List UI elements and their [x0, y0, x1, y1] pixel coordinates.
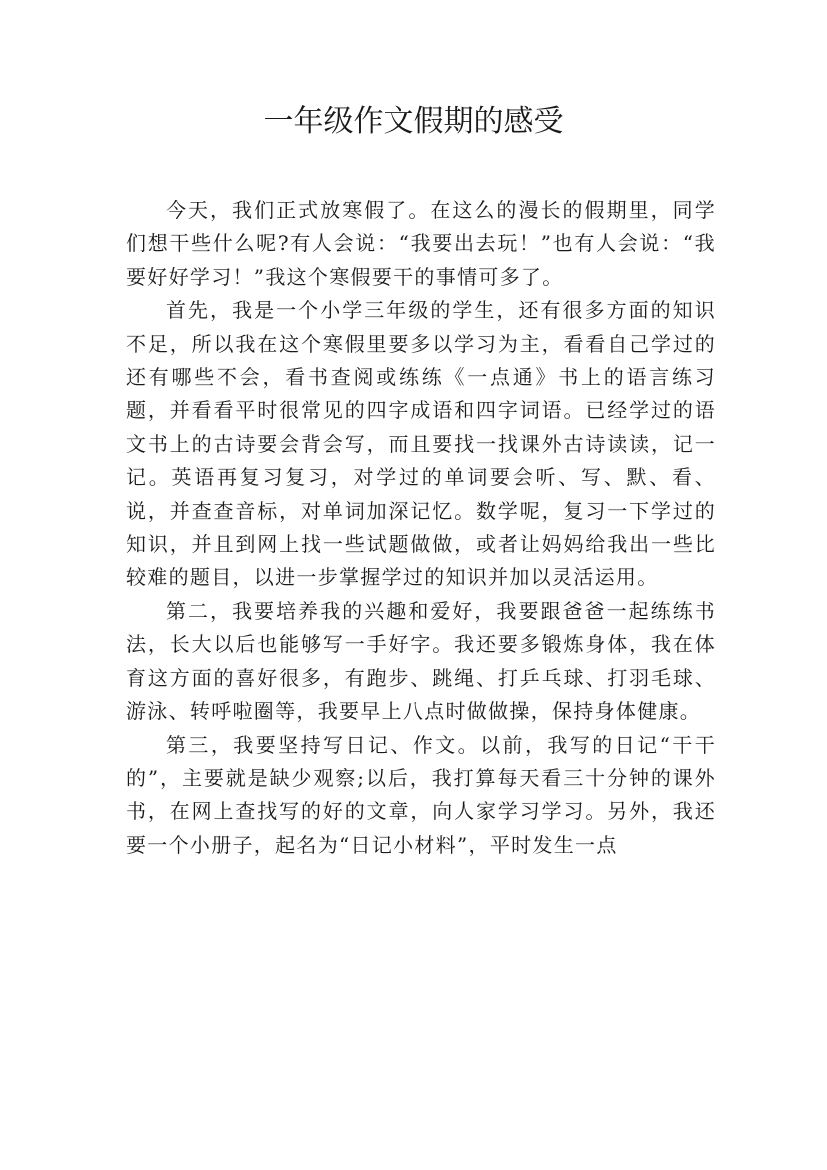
document-body	[126, 194, 716, 862]
paragraph-third: 第三，我要坚持写日记、作文。以前，我写的日记“干干的”，主要就是缺少观察;以后，我打算每天看三十分钟的课外书，在网上查找写的好的文章，向人家学习学习。另外，我还要一个小册子，起名为“日记小材料”，平时发生一点	[126, 732, 716, 857]
paragraph-intro: 今天，我们正式放寒假了。在这么的漫长的假期里，同学们想干些什么呢?有人会说：“我要出去玩！”也有人会说：“我要好好学习！”我这个寒假要干的事情可多了。	[126, 198, 716, 289]
document-title: 一年级作文假期的感受	[263, 104, 564, 139]
paragraph-first: 首先，我是一个小学三年级的学生，还有很多方面的知识不足，所以我在这个寒假里要多以学习为主，看看自己学过的还有哪些不会，看书查阅或练练《一点通》书上的语言练习题，并看看平时很常见的四字成语和四字词语。已经学过的语文书上的古诗要会背会写，而且要找一找课外古诗读读，记一记。英语再复习复习，对学过的单词要会听、写、默、看、说，并查查音标，对单词加深记忆。数学呢，复习一下学过的知识，并且到网上找一些试题做做，或者让妈妈给我出一些比较难的题目，以进一步掌握学过的知识并加以灵活运用。	[126, 298, 716, 590]
paragraph-second: 第二，我要培养我的兴趣和爱好，我要跟爸爸一起练练书法，长大以后也能够写一手好字。我还要多锻炼身体，我在体育这方面的喜好很多，有跑步、跳绳、打乒乓球、打羽毛球、游泳、转呼啦圈等，我要早上八点时做做操，保持身体健康。	[126, 598, 716, 724]
